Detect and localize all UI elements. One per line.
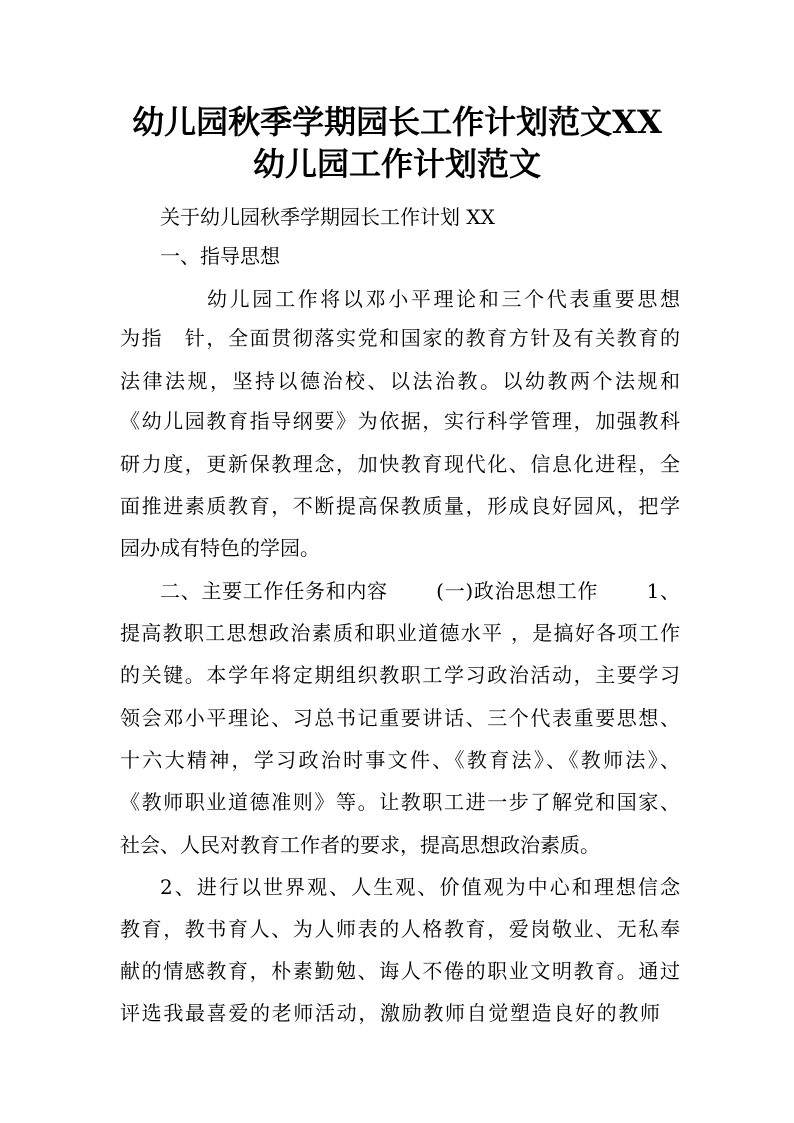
paragraph-line: 十六大精神，学习政治时事文件、《教育法》、《教师法》、 (120, 748, 680, 772)
document-title-line1: 幼儿园秋季学期园长工作计划范文XX (132, 103, 662, 141)
subtitle-line: 关于幼儿园秋季学期园长工作计划 XX (160, 205, 495, 229)
paragraph-line: 评选我最喜爱的老师活动，激励教师自觉塑造良好的教师 (120, 1001, 660, 1025)
paragraph-line: 幼儿园工作将以邓小平理论和三个代表重要思想 (207, 287, 680, 311)
paragraph-line: 研力度，更新保教理念，加快教育现代化、信息化进程，全 (120, 452, 680, 476)
paragraph-line: 社会、人民对教育工作者的要求，提高思想政治素质。 (120, 833, 600, 857)
paragraph-line: 法律法规，坚持以德治校、以法治教。以幼教两个法规和 (120, 369, 680, 393)
paragraph-line: 教育，教书育人、为人师表的人格教育，爱岗敬业、无私奉 (120, 917, 680, 941)
section-heading: 一、指导思想 (160, 244, 280, 268)
paragraph-line: 领会邓小平理论、习总书记重要讲话、三个代表重要思想、 (120, 706, 680, 730)
document-title-line2: 幼儿园工作计划范文 (252, 145, 541, 183)
paragraph-line: 为指 针，全面贯彻落实党和国家的教育方针及有关教育的 (120, 326, 680, 350)
paragraph-line: 2、进行以世界观、人生观、价值观为中心和理想信念 (160, 875, 680, 899)
paragraph-line: 提高教职工思想政治素质和职业道德水平 ，是搞好各项工作 (120, 621, 680, 645)
section-heading: 二、主要工作任务和内容 (一)政治思想工作 1、 (160, 579, 680, 603)
paragraph-line: 《幼儿园教育指导纲要》为依据，实行科学管理，加强教科 (120, 409, 680, 433)
paragraph-line: 献的情感教育，朴素勤勉、诲人不倦的职业文明教育。通过 (120, 959, 680, 983)
paragraph-line: 的关键。本学年将定期组织教职工学习政治活动，主要学习 (120, 663, 680, 687)
paragraph-line: 面推进素质教育，不断提高保教质量，形成良好园风，把学 (120, 494, 680, 518)
paragraph-line: 《教师职业道德准则》等。让教职工进一步了解党和国家、 (120, 790, 680, 814)
paragraph-line: 园办成有特色的学园。 (120, 536, 320, 560)
